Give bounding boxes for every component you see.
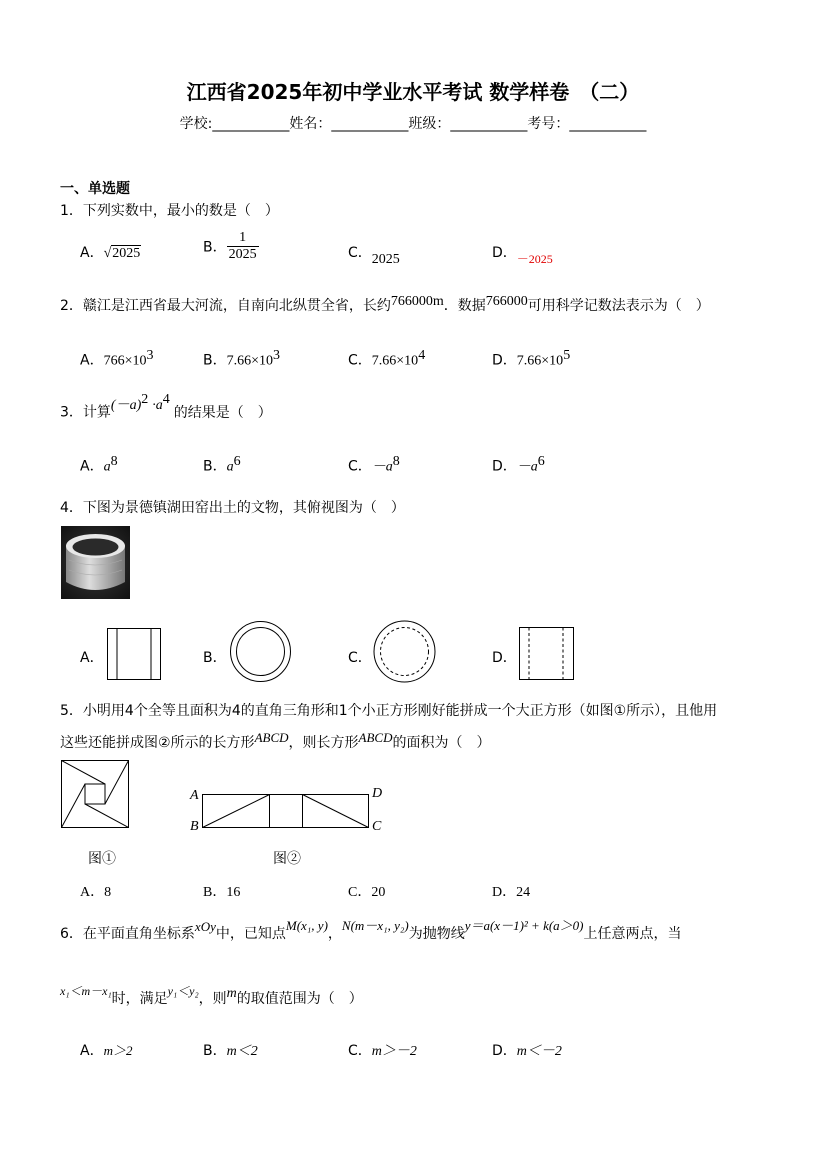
- option-letter: D．: [492, 458, 517, 475]
- option-letter: A．: [80, 245, 104, 261]
- figure-1-caption: 图①: [88, 852, 116, 867]
- vertex-label-a: A: [190, 788, 199, 803]
- q4-option-c-label[interactable]: C．: [348, 650, 372, 666]
- option-letter: B．: [203, 1043, 227, 1059]
- option-value: 2025: [371, 252, 400, 267]
- q5-option-d[interactable]: D．24: [492, 885, 531, 900]
- figure-2-caption: 图②: [273, 852, 301, 867]
- q2-option-a[interactable]: A．$766\times 10^3$: [80, 348, 154, 369]
- sqrt-expression: √2025: [103, 246, 141, 261]
- q2-option-d[interactable]: D．$7.66\times 10^5$: [492, 348, 571, 369]
- q6-option-c[interactable]: C．m＞－2: [348, 1043, 417, 1059]
- q5-option-b[interactable]: B．16: [203, 885, 241, 900]
- vertex-label-b: B: [190, 819, 199, 834]
- option-letter: D．: [492, 352, 517, 369]
- q4-option-d-label[interactable]: D．: [492, 650, 517, 666]
- option-letter: B．: [203, 352, 227, 369]
- figure-1-square: [61, 760, 131, 830]
- question-2-text: 2．赣江是江西省最大河流，自南向北纵贯全省，长约766000m．数据766000可用科学记数法表示为（ ）: [60, 294, 710, 314]
- option-letter: A．: [80, 352, 104, 369]
- denominator: 2025: [228, 247, 257, 262]
- radicand: 2025: [112, 246, 141, 261]
- question-3-text: 3．计算$(-a)^2 \cdot a^4$的结果是（ ）: [60, 392, 272, 421]
- option-letter: C．: [348, 458, 372, 475]
- page-title: 江西省2025年初中学业水平考试 数学样卷 （二）: [186, 80, 640, 104]
- option-value: －2025: [516, 252, 553, 266]
- question-4-text: 4．下图为景德镇湖田窑出土的文物，其俯视图为（ ）: [60, 500, 405, 516]
- q2-option-c[interactable]: C．$7.66\times 10^4$: [348, 348, 426, 369]
- question-5-text-line1: 5．小明用4个全等且面积为4的直角三角形和1个小正方形刚好能拼成一个大正方形（如图①所示），且他用: [60, 703, 718, 719]
- vertex-label-d: D: [372, 786, 383, 801]
- q6-option-b[interactable]: B．m＜2: [203, 1043, 258, 1059]
- q1-option-b[interactable]: [203, 230, 259, 263]
- q2-option-b[interactable]: B．$7.66\times 10^3$: [203, 348, 281, 369]
- student-info-line: 学校:___________姓名：___________班级：___________考号：___________: [179, 116, 647, 132]
- option-letter: B．: [203, 239, 227, 256]
- q1-option-a[interactable]: [80, 242, 141, 262]
- option-letter: A．: [80, 458, 104, 475]
- vertex-label-c: C: [372, 819, 382, 834]
- q3-option-b[interactable]: B．$a^6$: [203, 454, 241, 475]
- q4-option-b-figure[interactable]: [229, 621, 293, 683]
- q4-option-d-figure[interactable]: [519, 627, 575, 681]
- q3-option-a[interactable]: A．$a^8$: [80, 454, 118, 475]
- q4-option-a-figure[interactable]: [107, 628, 162, 681]
- q6-option-d[interactable]: D．m＜－2: [492, 1043, 562, 1059]
- option-letter: A．: [80, 1043, 104, 1059]
- figure-2-rectangle: [188, 782, 388, 834]
- artifact-photo: [61, 526, 130, 599]
- q4-option-b-label[interactable]: B．: [203, 650, 227, 666]
- q6-option-a[interactable]: A．m＞2: [80, 1043, 133, 1059]
- option-letter: C．: [348, 1043, 372, 1059]
- option-letter: B．: [203, 458, 227, 475]
- q4-option-c-figure[interactable]: [373, 620, 437, 683]
- fraction: [227, 230, 259, 263]
- q4-option-a-label[interactable]: A．: [80, 650, 104, 666]
- section-heading: 一、单选题: [60, 181, 130, 197]
- option-letter: D．: [492, 1043, 517, 1059]
- q5-option-c[interactable]: C．20: [348, 885, 386, 900]
- option-letter: C．: [348, 245, 372, 261]
- q3-option-c[interactable]: C．$-a^8$: [348, 454, 400, 475]
- question-6-text-line1: 6．在平面直角坐标系xOy中，已知点M(x₁, y)，N(m－x₁, y₂)为抛物线y＝a(x－1)² + k(a＞0)上任意两点，当: [60, 918, 682, 942]
- question-6-text-line2: x₁＜m－x₁时，满足y₁＜y₂，则m的取值范围为（ ）: [60, 984, 363, 1007]
- q5-option-a[interactable]: A．8: [80, 885, 112, 900]
- q1-option-d[interactable]: [492, 242, 553, 266]
- q1-option-c[interactable]: [348, 242, 400, 267]
- question-5-text-line2: 这些还能拼成图②所示的长方形ABCD，则长方形ABCD的面积为（ ）: [60, 730, 491, 751]
- q3-option-d[interactable]: D．$-a^6$: [492, 454, 545, 475]
- option-letter: D．: [492, 245, 517, 261]
- numerator: 1: [227, 230, 259, 247]
- question-1-text: 1．下列实数中，最小的数是（ ）: [60, 203, 279, 219]
- option-letter: C．: [348, 352, 372, 369]
